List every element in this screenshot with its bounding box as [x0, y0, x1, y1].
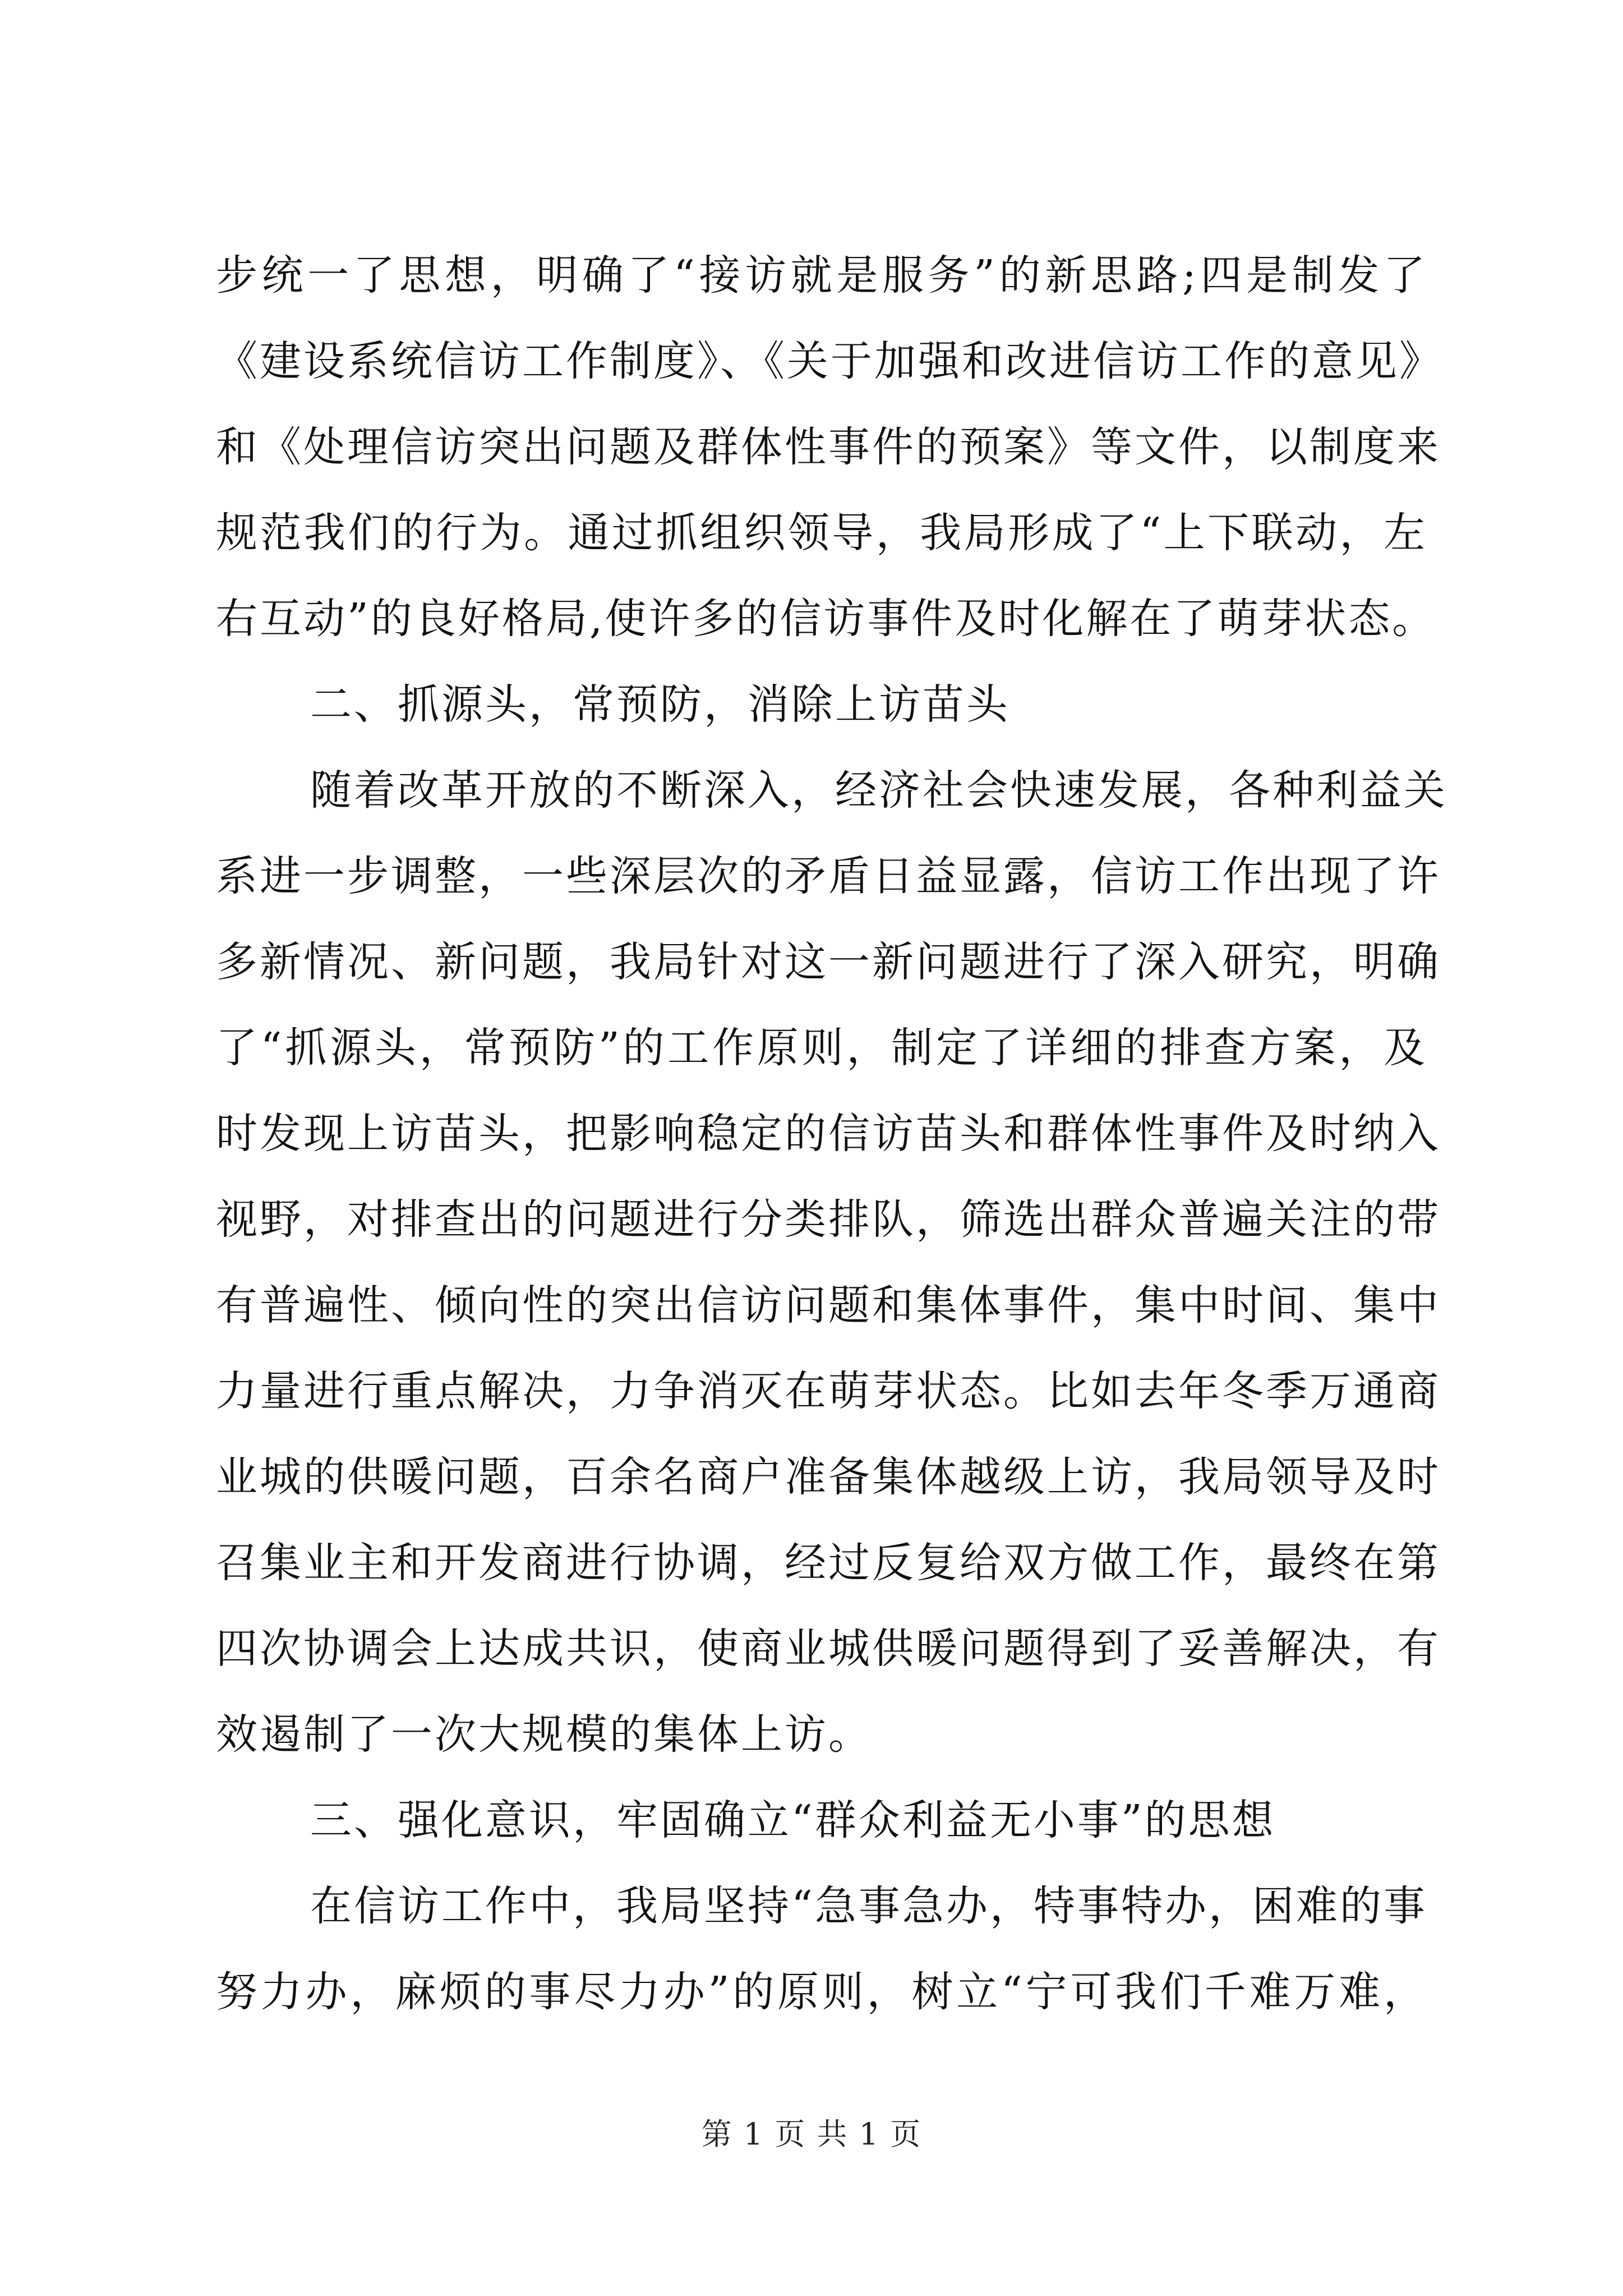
- text-line: 业城的供暖问题，百余名商户准备集体越级上访，我局领导及时: [216, 1453, 1441, 1501]
- document-body: [216, 233, 1447, 2035]
- text-line: 视野，对排查出的问题进行分类排队，筛选出群众普遍关注的带: [216, 1195, 1441, 1244]
- text-line: 随着改革开放的不断深入，经济社会快速发展，各种利益关: [310, 766, 1447, 815]
- text-line: 和《处理信访突出问题及群体性事件的预案》等文件，以制度来: [216, 423, 1441, 471]
- text-line: 有普遍性、倾向性的突出信访问题和集体事件，集中时间、集中: [216, 1281, 1441, 1329]
- text-line: 四次协调会上达成共识，使商业城供暖问题得到了妥善解决，有: [216, 1625, 1441, 1673]
- text-line: 努力办，麻烦的事尽力办”的原则，树立“宁可我们千难万难，: [216, 1968, 1427, 2016]
- text-line: 时发现上访苗头，把影响稳定的信访苗头和群体性事件及时纳入: [216, 1110, 1441, 1158]
- section-heading: 二、抓源头，常预防，消除上访苗头: [310, 680, 1010, 729]
- text-line: 多新情况、新问题，我局针对这一新问题进行了深入研究，明确: [216, 938, 1441, 986]
- text-line: 在信访工作中，我局坚持“急事急办，特事特办，困难的事: [310, 1882, 1427, 1930]
- text-line: 效遏制了一次大规模的集体上访。: [216, 1710, 872, 1759]
- text-line: 步统一了思想，明确了“接访就是服务”的新思路;四是制发了: [216, 251, 1427, 300]
- text-line: 《建设系统信访工作制度》、《关于加强和改进信访工作的意见》: [216, 337, 1443, 385]
- section-heading: 三、强化意识，牢固确立“群众利益无小事”的思想: [310, 1796, 1276, 1844]
- text-line: 力量进行重点解决，力争消灭在萌芽状态。比如去年冬季万通商: [216, 1367, 1441, 1415]
- text-line: 了“抓源头，常预防”的工作原则，制定了详细的排查方案，及: [216, 1024, 1427, 1072]
- text-line: 召集业主和开发商进行协调，经过反复给双方做工作，最终在第: [216, 1539, 1441, 1587]
- text-line: 右互动”的良好格局,使许多的信访事件及时化解在了萌芽状态。: [216, 595, 1436, 643]
- text-line: 规范我们的行为。通过抓组织领导，我局形成了“上下联动，左: [216, 509, 1427, 557]
- page-footer: 第 1 页 共 1 页: [701, 2116, 922, 2152]
- text-line: 系进一步调整，一些深层次的矛盾日益显露，信访工作出现了许: [216, 852, 1441, 900]
